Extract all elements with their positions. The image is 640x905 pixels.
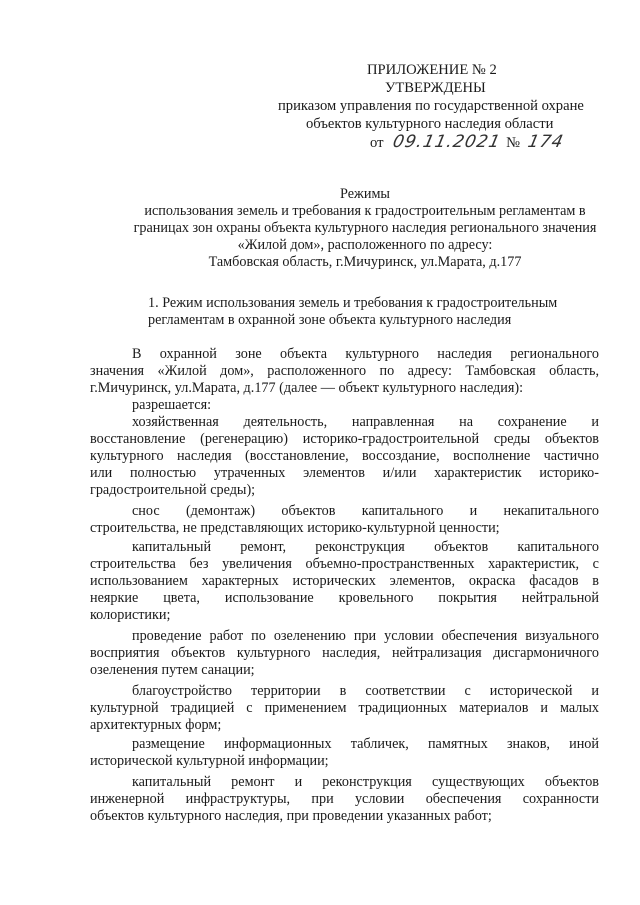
title-line-3: «Жилой дом», расположенного по адресу: — [237, 237, 493, 253]
body-line: хозяйственная деятельность, направленная на сохранение и — [132, 414, 599, 430]
body-line: культурной традицией с применением традиционных материалов и малых — [90, 700, 599, 716]
body-line: культурного наследия (восстановление, воссоздание, восполнение частично — [90, 448, 599, 464]
section1-heading-line-1: 1. Режим использования земель и требования к градостроительным — [148, 295, 558, 311]
body-line: исторической культурной информации; — [90, 753, 329, 769]
body-line: или полностью утраченных элементов и/или характеристик историко- — [90, 465, 599, 481]
body-line: В охранной зоне объекта культурного наследия регионального — [132, 346, 599, 362]
body-line: восстановление (регенерацию) историко-градостроительной среды объектов — [90, 431, 599, 447]
title-line-1: использования земель и требования к градостроительным регламентам в — [144, 203, 586, 219]
body-line: колористики; — [90, 607, 171, 623]
order-line-1: приказом управления по государственной охране — [278, 98, 584, 114]
title-heading: Режимы — [340, 186, 390, 202]
annex-label: ПРИЛОЖЕНИЕ № 2 — [367, 62, 497, 78]
order-date-line — [370, 132, 566, 152]
body-line: строительства без увеличения объемно-пространственных характеристик, с — [90, 556, 599, 572]
handwritten-date: 09.11.2021 — [391, 132, 503, 152]
body-line: проведение работ по озеленению при условии обеспечения визуального — [132, 628, 599, 644]
from-label: от — [370, 135, 384, 151]
body-line: архитектурных форм; — [90, 717, 222, 733]
body-line: значения «Жилой дом», расположенного по адресу: Тамбовская область, — [90, 363, 599, 379]
body-line: строительства, не представляющих историко-культурной ценности; — [90, 520, 500, 536]
body-line: градостроительной среды); — [90, 482, 256, 498]
body-line: снос (демонтаж) объектов капитального и некапитального — [132, 503, 599, 519]
body-line: капитальный ремонт, реконструкция объектов капитального — [132, 539, 599, 555]
body-line: озеленения путем санации; — [90, 662, 255, 678]
title-line-2: границах зон охраны объекта культурного наследия регионального значения — [133, 220, 597, 236]
section1-heading-line-2: регламентам в охранной зоне объекта культурного наследия — [148, 312, 512, 328]
body-line: инженерной инфраструктуры, при условии обеспечения сохранности — [90, 791, 599, 807]
approved-label: УТВЕРЖДЕНЫ — [385, 80, 486, 96]
title-line-4: Тамбовская область, г.Мичуринск, ул.Марата, д.177 — [208, 254, 522, 270]
number-label: № — [506, 135, 521, 151]
body-line: размещение информационных табличек, памятных знаков, иной — [132, 736, 599, 752]
body-line: объектов культурного наследия, при проведении указанных работ; — [90, 808, 492, 824]
body-line: капитальный ремонт и реконструкция существующих объектов — [132, 774, 599, 790]
body-line: г.Мичуринск, ул.Марата, д.177 (далее — объект культурного наследия): — [90, 380, 524, 396]
body-line: неяркие цвета, использование кровельного покрытия нейтральной — [90, 590, 599, 606]
body-line: использованием характерных исторических элементов, окраска фасадов в — [90, 573, 599, 589]
order-line-2: объектов культурного наследия области — [306, 116, 554, 132]
body-line: благоустройство территории в соответствии с исторической и — [132, 683, 599, 699]
body-line: разрешается: — [132, 397, 212, 413]
body-line: восприятия объектов культурного наследия, нейтрализация дисгармоничного — [90, 645, 599, 661]
handwritten-number: 174 — [525, 132, 566, 152]
